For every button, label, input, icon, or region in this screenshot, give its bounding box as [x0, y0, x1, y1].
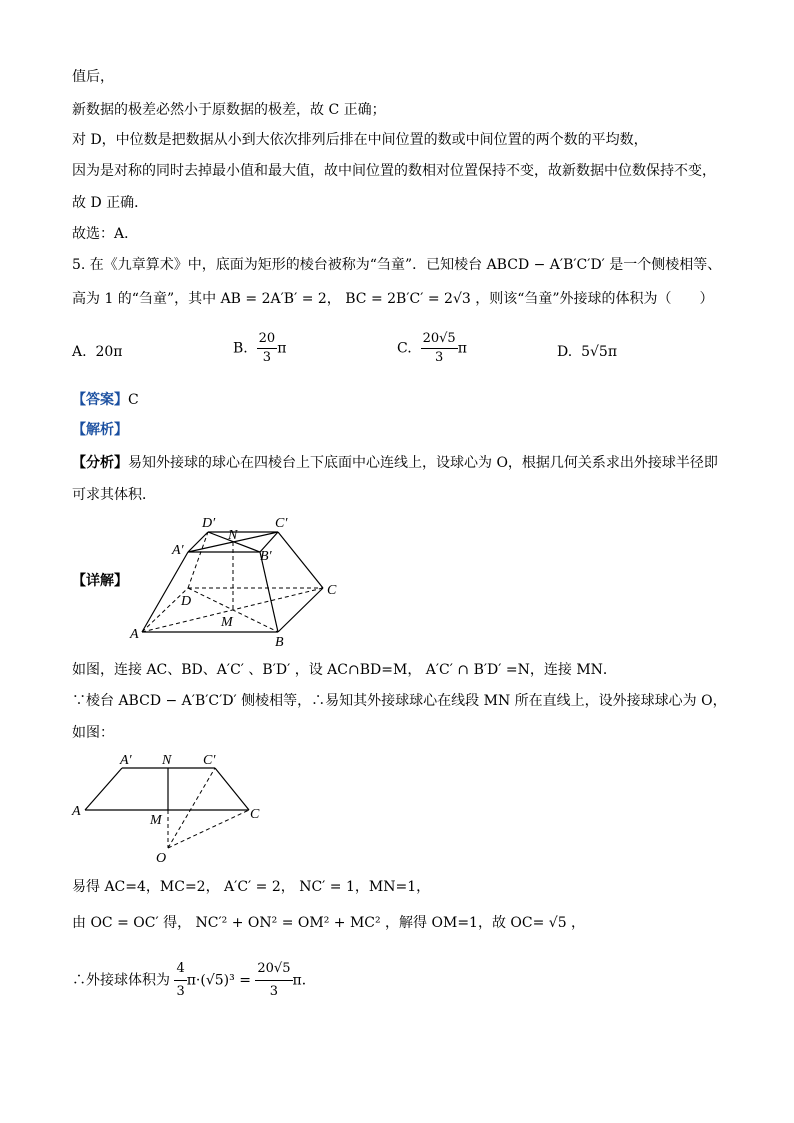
- label-d: D: [181, 594, 192, 609]
- label-n: N: [228, 528, 238, 543]
- denominator: 3: [176, 984, 185, 999]
- solution-line-2: ∵棱台 ABCD − A′B′C′D′ 侧棱相等，∴易知其外接球球心在线段 MN 所在直线上，设外接球球心为 O，: [72, 693, 727, 709]
- numerator: 20: [257, 330, 278, 349]
- label-a-prime: A′: [172, 543, 184, 558]
- text-line: 新数据的极差必然小于原数据的极差，故 C 正确；: [72, 102, 386, 118]
- fraction-result: [255, 958, 292, 1003]
- answer-tag: 【答案】: [72, 392, 128, 408]
- option-b-label: B.: [233, 340, 248, 357]
- label-c-prime: C′: [203, 753, 216, 768]
- option-a: [72, 343, 122, 361]
- text-line: 故 D 正确．: [72, 195, 149, 211]
- pi-symbol: π: [457, 340, 467, 357]
- option-d-label: D.: [557, 344, 573, 360]
- answer-value: C: [128, 392, 139, 408]
- fenxi-text: 易知外接球的球心在四棱台上下底面中心连线上，设球心为 O，根据几何关系求出外接球半径即: [128, 455, 718, 471]
- option-c-label: C.: [397, 340, 412, 357]
- analysis-tag: 【解析】: [72, 422, 128, 438]
- solution-line-3: 如图：: [72, 725, 114, 741]
- volume-middle: π·(√5)³ =: [186, 972, 251, 989]
- solution-line-1: 如图，连接 AC、BD、A′C′ 、B′D′ ，设 AC∩BD=M， A′C′ ∩ B′D′ =N，连接 MN．: [72, 662, 617, 678]
- text-line: 值后，: [72, 69, 114, 85]
- solution-line-4: 易得 AC=4，MC=2， A′C′ = 2， NC′ = 1，MN=1，: [72, 879, 431, 895]
- label-c-prime: C′: [275, 516, 288, 531]
- denominator: 3: [269, 984, 279, 999]
- solution-line-6: [72, 958, 316, 1003]
- question-5-stem: 高为 1 的“刍童”，其中 AB = 2A′B′ = 2， BC = 2B′C′ = 2√3 ，则该“刍童”外接球的体积为（ ）: [72, 291, 714, 307]
- cross-section-figure: [68, 750, 278, 868]
- label-a-prime: A′: [120, 753, 132, 768]
- option-a-label: A.: [72, 344, 87, 360]
- pi-symbol: π: [277, 340, 287, 357]
- denominator: 3: [434, 350, 444, 365]
- text-line: 故选：A．: [72, 226, 139, 242]
- label-a: A: [130, 627, 139, 642]
- numerator: 20√5: [421, 330, 458, 349]
- option-b-fraction: [257, 330, 278, 367]
- label-d-prime: D′: [202, 516, 216, 531]
- question-5-stem: 5. 在《九章算术》中，底面为矩形的棱台被称为“刍童”．已知棱台 ABCD − A′B′C′D′ 是一个侧棱相等、: [72, 257, 722, 273]
- label-m: M: [221, 615, 233, 630]
- option-d: [557, 343, 617, 361]
- numerator: 20√5: [255, 958, 292, 981]
- option-b: [233, 330, 286, 367]
- denominator: 3: [262, 350, 272, 365]
- fenxi-line-2: 可求其体积．: [72, 487, 156, 503]
- label-b: B: [275, 635, 284, 650]
- detail-tag: 【详解】: [72, 573, 128, 589]
- solution-line-5: 由 OC = OC′ 得， NC′² + ON² = OM² + MC² ，解得 OM=1，故 OC= √5 ，: [72, 915, 586, 931]
- option-a-value: 20π: [95, 344, 123, 360]
- label-b-prime: B′: [260, 549, 272, 564]
- fenxi-tag: 【分析】: [72, 455, 128, 471]
- option-c: [397, 330, 467, 367]
- volume-prefix: ∴外接球体积为: [72, 972, 170, 989]
- volume-tail: π．: [292, 972, 316, 989]
- label-a: A: [72, 804, 81, 819]
- fenxi-line: [72, 454, 718, 472]
- label-c: C: [327, 583, 337, 598]
- label-m: M: [150, 813, 162, 828]
- label-o: O: [156, 851, 167, 866]
- answer-line: [72, 391, 139, 409]
- analysis-line: [72, 421, 128, 439]
- fraction-4-3: [174, 958, 186, 1003]
- numerator: 4: [174, 958, 186, 981]
- text-line: 对 D，中位数是把数据从小到大依次排列后排在中间位置的数或中间位置的两个数的平均数，: [72, 132, 648, 148]
- label-c: C: [250, 807, 260, 822]
- text-line: 因为是对称的同时去掉最小值和最大值，故中间位置的数相对位置保持不变，故新数据中位数保持不变，: [72, 163, 716, 179]
- option-d-value: 5√5π: [581, 344, 618, 360]
- label-n: N: [162, 753, 172, 768]
- option-c-fraction: [421, 330, 458, 367]
- frustum-figure: [120, 510, 360, 660]
